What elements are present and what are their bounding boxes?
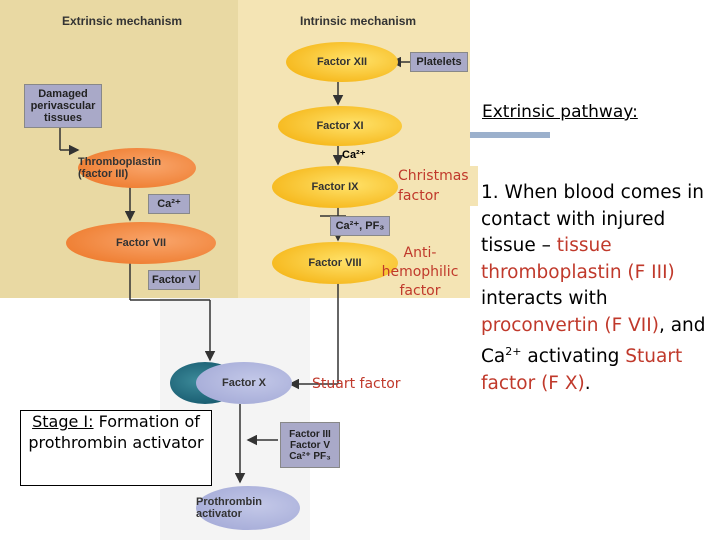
factor-viii-node: Factor VIII: [272, 242, 398, 284]
ca-label: Ca²⁺: [342, 149, 366, 161]
christmas-factor-label: Christmas factor: [398, 166, 478, 206]
factor-vii-node: Factor VII: [66, 222, 216, 264]
explain-seg-3: interacts with: [481, 288, 608, 309]
stuart-factor-label: Stuart factor: [312, 376, 401, 392]
cofactors-box: Factor III Factor V Ca²⁺ PF₃: [280, 422, 340, 468]
factor-x-node: Factor X: [196, 362, 292, 404]
ca-pf3-box: Ca²⁺, PF₃: [330, 216, 390, 236]
damaged-tissue-box: Damaged perivascular tissues: [24, 84, 102, 128]
ca-ext-box: Ca²⁺: [148, 194, 190, 214]
right-explanation: [481, 180, 717, 397]
prothrombin-activator-node: Prothrombin activator: [196, 486, 300, 530]
factor-xi-node: Factor XI: [278, 106, 402, 146]
antihemophilic-factor-label: Anti-hemophilic factor: [381, 245, 459, 299]
thromboplastin-node: Thromboplastin (factor III): [78, 148, 196, 188]
right-title: Extrinsic pathway:: [482, 102, 638, 122]
intrinsic-header: Intrinsic mechanism: [300, 14, 417, 28]
explain-seg-8: .: [584, 372, 591, 394]
explain-seg-2: tissue thromboplastin (F III): [481, 235, 675, 283]
explain-seg-1: 1. When blood comes in contact with injured tissue –: [481, 182, 704, 256]
factor-ix-node: Factor IX: [272, 166, 398, 208]
factor-v-ext-box: Factor V: [148, 270, 200, 290]
explain-seg-4: proconvertin (F VII): [481, 314, 659, 336]
stage-label: Stage I:: [32, 412, 94, 431]
platelets-box: Platelets: [410, 52, 468, 72]
title-underline-bar: [470, 132, 550, 138]
explain-seg-6: activating: [521, 346, 626, 368]
factor-xii-node: Factor XII: [286, 42, 398, 82]
stage-box: [20, 410, 212, 486]
explain-seg-5-sup: 2+: [505, 345, 522, 358]
stage-text: Formation of prothrombin activator: [28, 412, 204, 452]
explain-seg-5: , and Ca: [481, 314, 706, 368]
explain-seg-7: Stuart factor (F X): [481, 346, 683, 394]
extrinsic-header: Extrinsic mechanism: [62, 14, 183, 28]
